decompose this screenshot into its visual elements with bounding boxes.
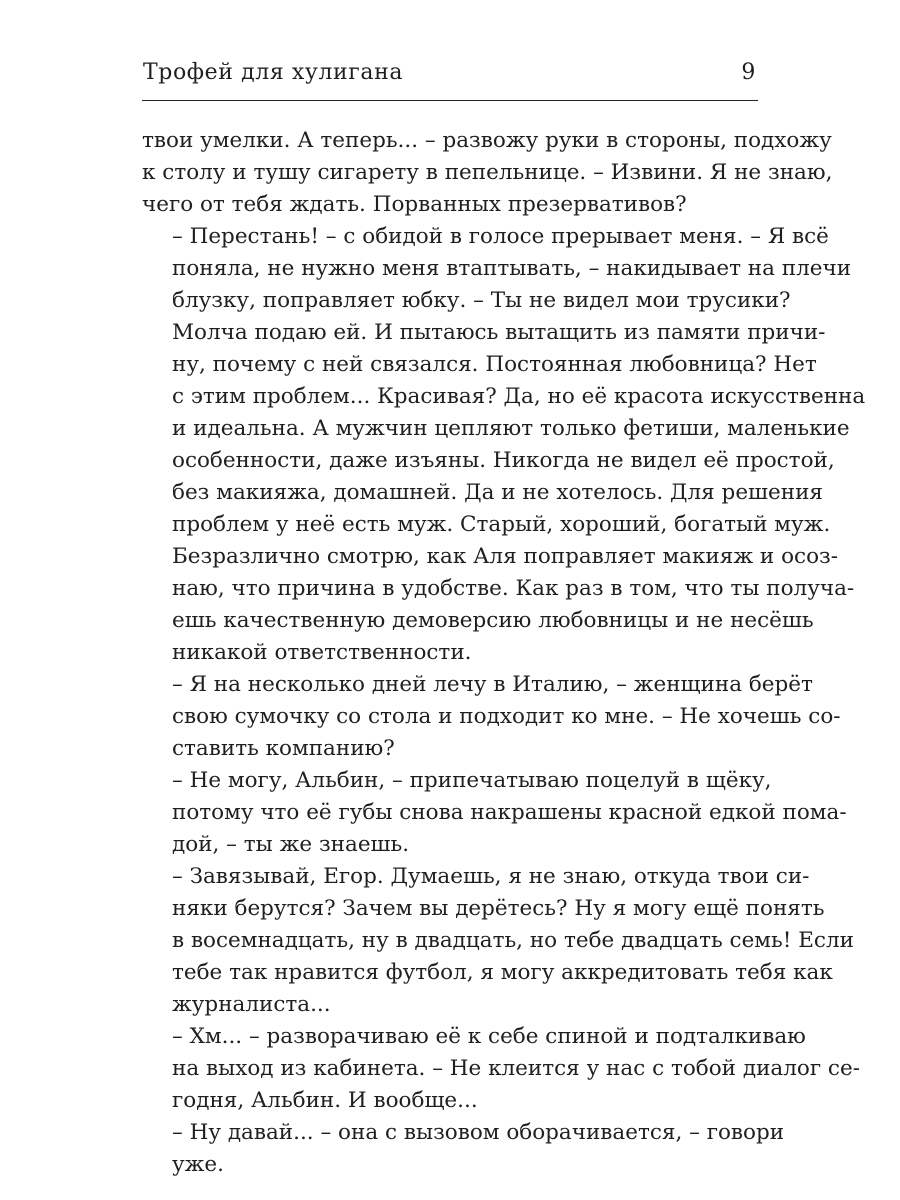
text-line: блузку, поправляет юбку. – Ты не видел мои трусики? bbox=[172, 288, 791, 313]
text-line: с этим проблем... Красивая? Да, но её красота искусственна bbox=[172, 384, 866, 409]
text-line: – Не могу, Альбин, – припечатываю поцелуй в щёку, bbox=[172, 768, 772, 793]
text-line: на выход из кабинета. – Не клеится у нас с тобой диалог се- bbox=[172, 1056, 860, 1081]
text-line: – Хм... – разворачиваю её к себе спиной и подталкиваю bbox=[172, 1024, 806, 1049]
text-line: без макияжа, домашней. Да и не хотелось. Для решения bbox=[172, 480, 823, 505]
paragraph bbox=[142, 221, 852, 317]
text-line: уже. bbox=[172, 1152, 224, 1177]
book-title: Трофей для хулигана bbox=[143, 60, 404, 85]
page-number: 9 bbox=[741, 60, 756, 85]
text-line: особенности, даже изъяны. Никогда не видел её простой, bbox=[172, 448, 835, 473]
text-line: ешь качественную демоверсию любовницы и не несёшь bbox=[172, 608, 814, 633]
text-line: и идеальна. А мужчин цепляют только фетиши, маленькие bbox=[172, 416, 850, 441]
paragraph bbox=[142, 765, 847, 861]
text-line: – Ну давай... – она с вызовом оборачивается, – говори bbox=[172, 1120, 785, 1145]
paragraph bbox=[142, 125, 833, 221]
text-line: твои умелки. А теперь... – развожу руки в стороны, подхожу bbox=[142, 128, 832, 153]
text-line: – Я на несколько дней лечу в Италию, – женщина берёт bbox=[172, 672, 813, 697]
text-line: – Перестань! – с обидой в голосе прерывает меня. – Я всё bbox=[172, 224, 829, 249]
running-header bbox=[142, 60, 758, 101]
paragraph bbox=[142, 1117, 785, 1181]
text-line: няки берутся? Зачем вы дерётесь? Ну я могу ещё понять bbox=[172, 896, 825, 921]
book-page bbox=[142, 60, 866, 1181]
paragraph bbox=[142, 669, 841, 765]
text-line: никакой ответственности. bbox=[172, 640, 472, 665]
text-line: ставить компанию? bbox=[172, 736, 395, 761]
text-line: ну, почему с ней связался. Постоянная любовница? Нет bbox=[172, 352, 817, 377]
text-line: дой, – ты же знаешь. bbox=[172, 832, 410, 857]
paragraph bbox=[142, 317, 866, 669]
text-line: наю, что причина в удобстве. Как раз в том, что ты получа- bbox=[172, 576, 855, 601]
text-line: свою сумочку со стола и подходит ко мне. – Не хочешь со- bbox=[172, 704, 841, 729]
text-line: потому что её губы снова накрашены красной едкой пома- bbox=[172, 800, 847, 825]
body-text bbox=[142, 125, 866, 1181]
text-line: в восемнадцать, ну в двадцать, но тебе двадцать семь! Если bbox=[172, 928, 854, 953]
text-line: чего от тебя ждать. Порванных презервативов? bbox=[142, 192, 687, 217]
text-line: – Завязывай, Егор. Думаешь, я не знаю, откуда твои си- bbox=[172, 864, 810, 889]
paragraph bbox=[142, 861, 854, 1021]
text-line: тебе так нравится футбол, я могу аккредитовать тебя как bbox=[172, 960, 833, 985]
text-line: к столу и тушу сигарету в пепельнице. – Извини. Я не знаю, bbox=[142, 160, 833, 185]
text-line: Молча подаю ей. И пытаюсь вытащить из памяти причи- bbox=[172, 320, 826, 345]
text-line: поняла, не нужно меня втаптывать, – накидывает на плечи bbox=[172, 256, 852, 281]
text-line: Безразлично смотрю, как Аля поправляет макияж и осоз- bbox=[172, 544, 839, 569]
paragraph bbox=[142, 1021, 860, 1117]
text-line: годня, Альбин. И вообще... bbox=[172, 1088, 478, 1113]
text-line: журналиста... bbox=[172, 992, 331, 1017]
text-line: проблем у неё есть муж. Старый, хороший, богатый муж. bbox=[172, 512, 831, 537]
